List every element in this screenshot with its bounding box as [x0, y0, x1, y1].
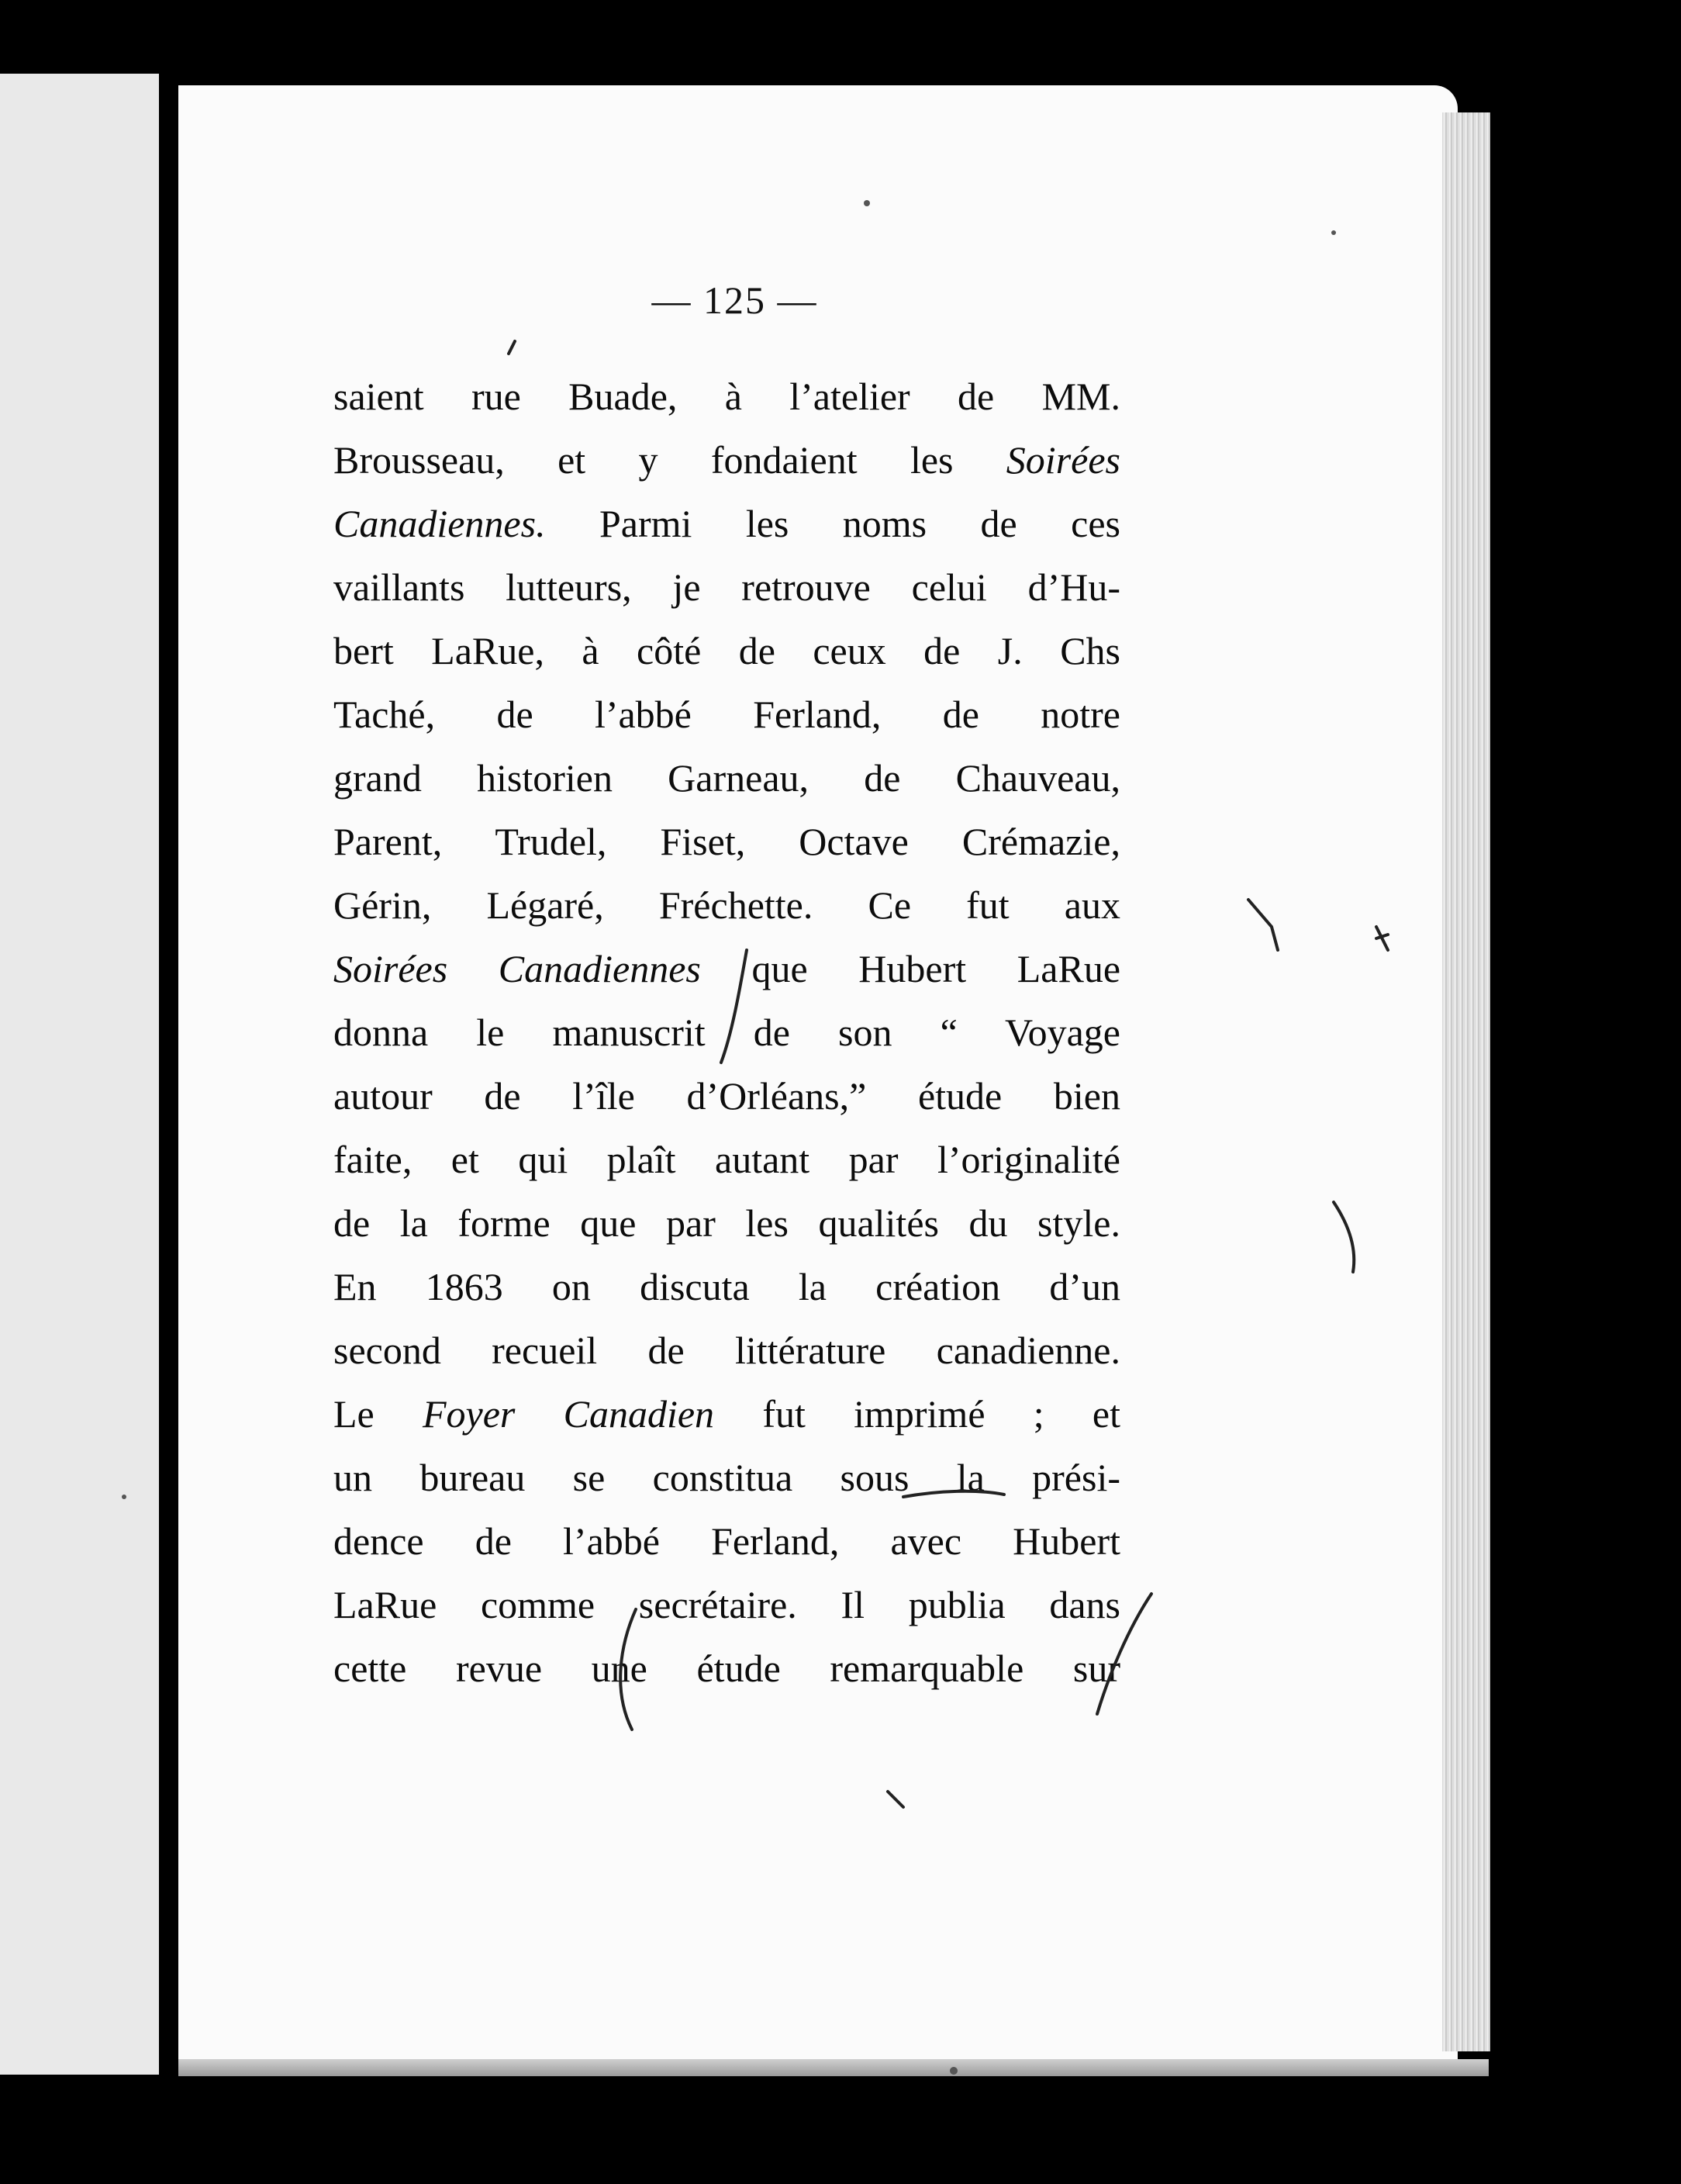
text-segment: de la forme que par les qualités du style. [333, 1201, 1120, 1245]
text-segment: donna le manuscrit de son “ Voyage [333, 1011, 1120, 1054]
text-line [333, 1064, 1120, 1128]
italic-text: Foyer Canadien [422, 1392, 715, 1436]
text-line [333, 1255, 1120, 1318]
text-line-content [333, 365, 1120, 428]
text-line [333, 619, 1120, 682]
text-line [333, 1382, 1120, 1446]
text-segment: saient rue Buade, à l’atelier de MM. [333, 375, 1120, 418]
text-line-content [333, 937, 1120, 1000]
text-line [333, 810, 1120, 873]
text-line [333, 682, 1120, 746]
text-segment: Parmi les noms de ces [545, 502, 1120, 545]
text-line-content [333, 619, 1120, 682]
text-line-content [333, 1064, 1120, 1128]
text-segment: Gérin, Légaré, Fréchette. Ce fut aux [333, 883, 1120, 927]
text-line-content [333, 555, 1120, 619]
text-line [333, 492, 1120, 555]
text-line [333, 746, 1120, 810]
text-line [333, 1636, 1120, 1700]
text-line-content [333, 810, 1120, 873]
text-line-content [333, 492, 1120, 555]
text-segment: un bureau se constitua sous la prési- [333, 1456, 1120, 1499]
text-segment: vaillants lutteurs, je retrouve celui d’Hu- [333, 565, 1120, 609]
text-line-content [333, 1255, 1120, 1318]
page-number: — 125 — [651, 278, 818, 322]
body-text [333, 365, 1120, 1700]
text-segment: Parent, Trudel, Fiset, Octave Crémazie, [333, 820, 1120, 863]
text-segment: second recueil de littérature canadienne. [333, 1329, 1120, 1372]
text-line [333, 428, 1120, 492]
text-line-content [333, 1191, 1120, 1255]
text-segment: Brousseau, et y fondaient les [333, 438, 1006, 482]
text-line [333, 1573, 1120, 1636]
text-segment: grand historien Garneau, de Chauveau, [333, 756, 1120, 800]
text-line-content [333, 682, 1120, 746]
page-edges [1442, 112, 1490, 2051]
text-line-content [333, 1636, 1120, 1700]
text-segment: faite, et qui plaît autant par l’originalité [333, 1138, 1120, 1181]
text-line-content [333, 1446, 1120, 1509]
text-line [333, 1509, 1120, 1573]
text-line-content [333, 1573, 1120, 1636]
text-segment: que Hubert LaRue [700, 947, 1121, 990]
text-line [333, 1446, 1120, 1509]
italic-text: Canadiennes. [333, 502, 546, 545]
text-line-content [333, 1128, 1120, 1191]
text-line [333, 365, 1120, 428]
italic-text: Soirées Canadiennes [333, 947, 701, 990]
text-line-content [333, 1000, 1120, 1064]
text-segment: cette revue une étude remarquable sur [333, 1647, 1120, 1690]
text-segment: Le [333, 1392, 423, 1436]
text-line [333, 1191, 1120, 1255]
text-line [333, 873, 1120, 937]
text-segment: fut imprimé ; et [714, 1392, 1120, 1436]
text-segment: autour de l’île d’Orléans,” étude bien [333, 1074, 1120, 1118]
text-segment: dence de l’abbé Ferland, avec Hubert [333, 1519, 1120, 1563]
facing-page [0, 74, 159, 2075]
text-line [333, 1318, 1120, 1382]
text-segment: bert LaRue, à côté de ceux de J. Chs [333, 629, 1120, 672]
text-segment: LaRue comme secrétaire. Il publia dans [333, 1583, 1120, 1626]
text-line [333, 1128, 1120, 1191]
italic-text: Soirées [1006, 438, 1120, 482]
text-line-content [333, 1382, 1120, 1446]
text-segment: Taché, de l’abbé Ferland, de notre [333, 693, 1120, 736]
text-line-content [333, 873, 1120, 937]
text-line-content [333, 428, 1120, 492]
text-line [333, 1000, 1120, 1064]
page-bottom-edge [178, 2059, 1489, 2076]
text-line [333, 937, 1120, 1000]
text-line [333, 555, 1120, 619]
text-line-content [333, 1509, 1120, 1573]
text-segment: En 1863 on discuta la création d’un [333, 1265, 1120, 1308]
text-line-content [333, 746, 1120, 810]
text-line-content [333, 1318, 1120, 1382]
